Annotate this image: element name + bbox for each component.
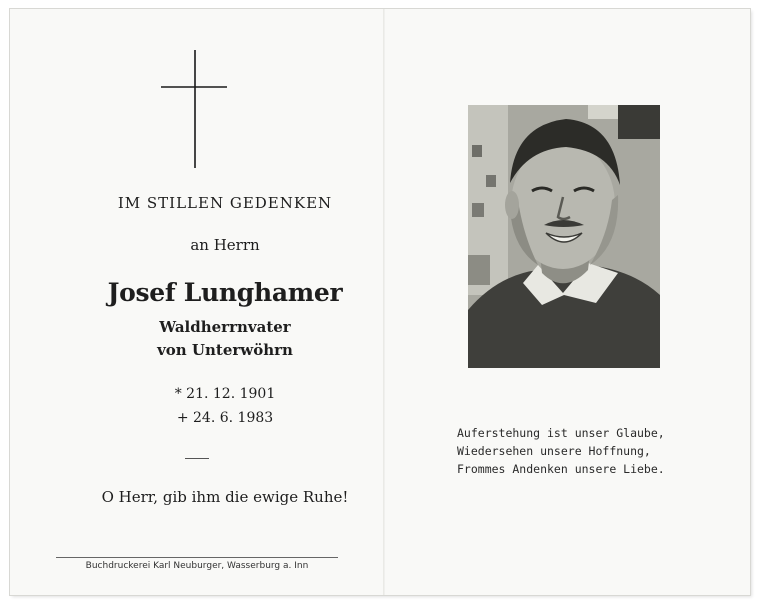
latin-cross-icon xyxy=(160,50,228,170)
verse-line: Auferstehung ist unser Glaube, xyxy=(457,426,665,440)
prayer-text: O Herr, gib ihm die ewige Ruhe! xyxy=(101,488,349,506)
salutation: an Herrn xyxy=(190,236,260,254)
printer-credit: Buchdruckerei Karl Neuburger, Wasserburg a. Inn xyxy=(85,561,309,571)
deceased-name: Josef Lunghamer xyxy=(107,278,343,307)
memorial-heading: IM STILLEN GEDENKEN xyxy=(117,194,333,212)
portrait-photo-art xyxy=(468,105,660,368)
portrait-photo xyxy=(468,105,660,368)
verse-block xyxy=(457,424,665,478)
deceased-title-line1: Waldherrnvater xyxy=(159,318,291,336)
death-date: + 24. 6. 1983 xyxy=(176,410,274,426)
verse-line: Frommes Andenken unsere Liebe. xyxy=(457,462,665,476)
footer-rule xyxy=(56,557,338,558)
deceased-title-line2: von Unterwöhrn xyxy=(157,341,293,359)
birth-date: * 21. 12. 1901 xyxy=(174,386,276,402)
verse-line: Wiedersehen unsere Hoffnung, xyxy=(457,444,651,458)
divider xyxy=(185,458,209,459)
